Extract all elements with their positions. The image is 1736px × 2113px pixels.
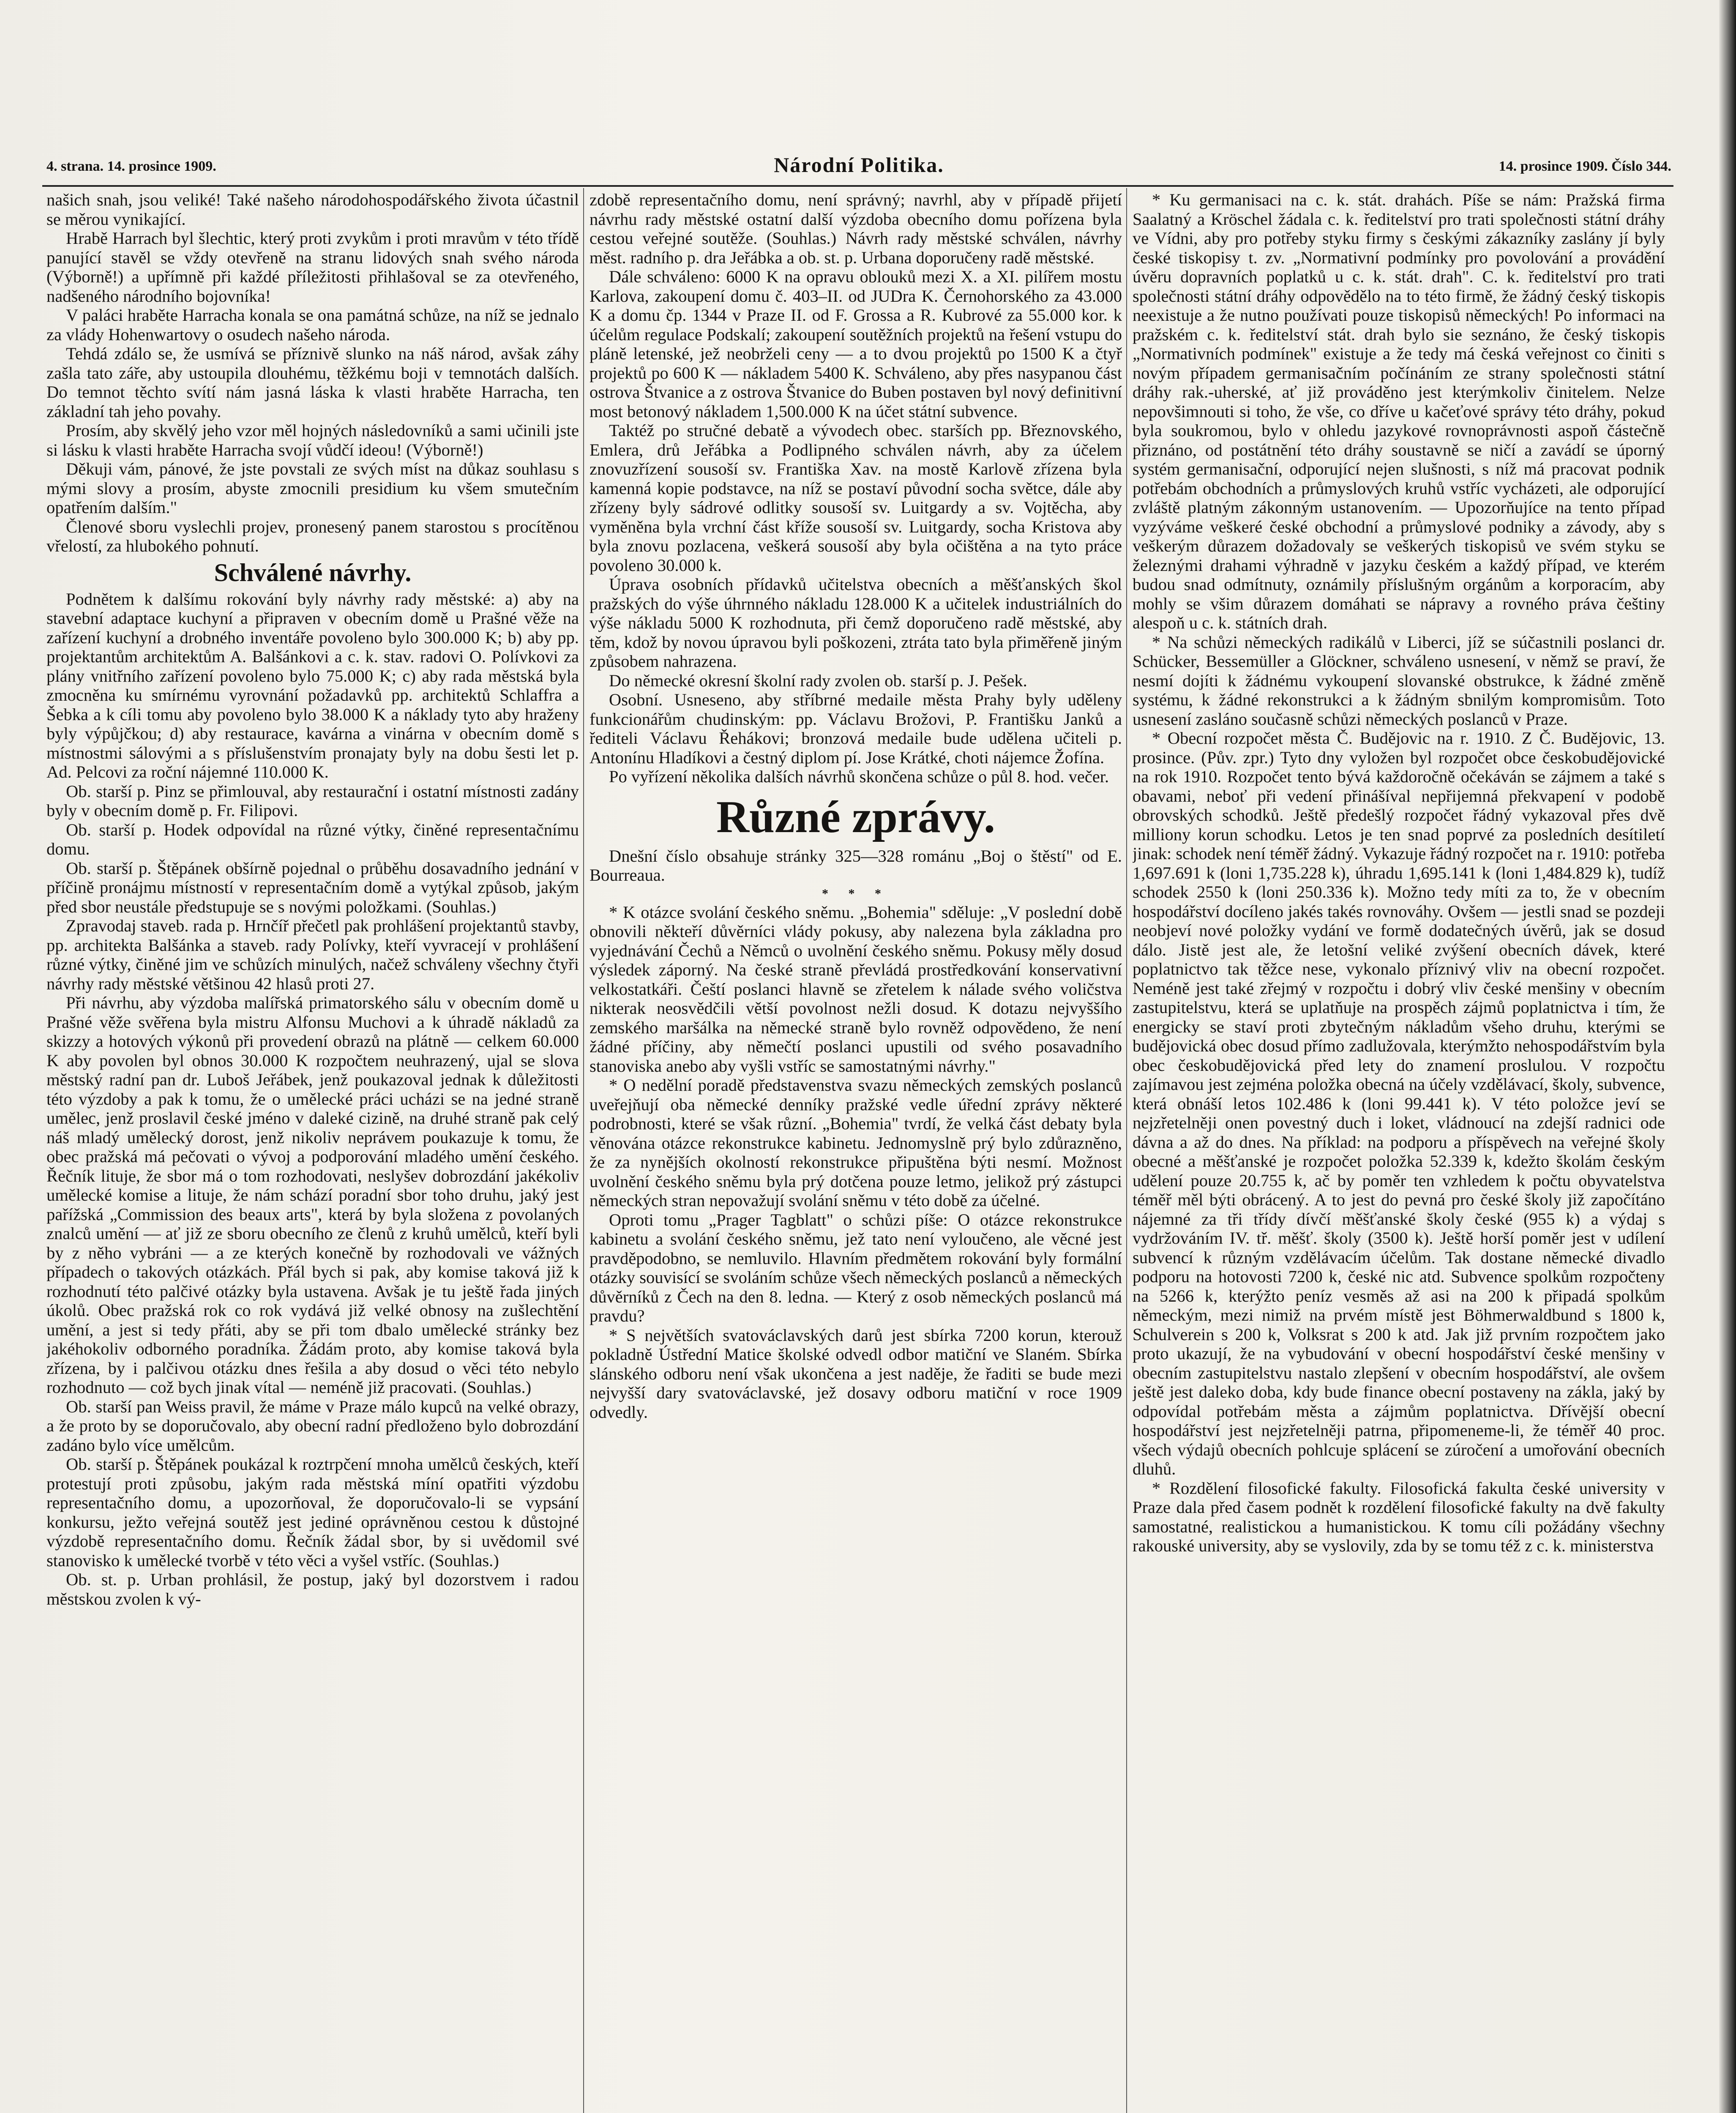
column-rule xyxy=(1126,188,1127,2113)
paragraph: Po vyřízení několika dalších návrhů skončena schůze o půl 8. hod. večer. xyxy=(609,767,1109,786)
paragraph: Hrabě Harrach byl šlechtic, který proti zvykům i proti mravům v této třídě panující stavěl se vždy otevřeně na stranu lidových snah svého národa (Výborně!) a upřímně při každé příležitosti přihlašoval se za otevřeného, nadšeného národního bojovníka! xyxy=(46,229,579,306)
page-edge-shadow xyxy=(1719,0,1736,2113)
paragraph: * Na schůzi německých radikálů v Liberci, jíž se súčastnili poslanci dr. Schücker, Bessemüller a Glöckner, schváleno usnesení, v němž se praví, že nesmí dojíti k žádnému vykoupení slovanské obstrukce, k žádné změně systému, k žádné rekonstrukci a k žádným sbnilým kompromisům. Toto usnesení zasláno současně schůzi německých poslanců v Praze. xyxy=(1133,632,1665,729)
paragraph: Osobní. Usneseno, aby stříbrné medaile města Prahy byly uděleny funkcionářům chudinským: pp. Václavu Brožovi, P. Františku Janků a řediteli Václavu Řehákovi; bronzová medaile bude udělena učiteli p. Antonínu Hladíkovi a čestný diplom pí. Jose Krátké, choti nájemce Žofína. xyxy=(590,690,1122,767)
paragraph: Oproti tomu „Prager Tagblatt" o schůzi píše: O otázce rekonstrukce kabinetu a svolání českého sněmu, jež tato není vyloučeno, ale věcné jest pravděpodobno, se nemluvilo. Hlavním předmětem rokování byly formální otázky souvisící se svoláním schůze všech německých poslanců a německých důvěrníků z Čech na den 8. ledna. — Který z osob německých poslanců má pravdu? xyxy=(590,1210,1122,1325)
page-header xyxy=(46,150,1671,188)
paragraph: Ob. st. p. Urban prohlásil, že postup, jaký byl dozorstvem i radou městskou zvolen k vý- xyxy=(46,1570,579,1608)
header-page-date: 4. strana. 14. prosince 1909. xyxy=(46,158,216,174)
column-1 xyxy=(46,190,579,2113)
column-rule xyxy=(583,188,584,2113)
header-rule xyxy=(42,185,1673,187)
paragraph: našich snah, jsou veliké! Také našeho národohospodářského života účastnil se měrou vynikající. xyxy=(46,190,579,229)
paragraph: * O nedělní poradě představenstva svazu německých zemských poslanců uveřejňují oba německé denníky pražské vedle úřední zprávy některé podrobnosti, které se však různí. „Bohemia" tvrdí, že velká část debaty byla věnována otázce rekonstrukce kabinetu. Jednomyslně prý bylo zdůrazněno, že za nynějších okolností rekonstrukce připuštěna býti nesmí. Možnost uvolnění českého sněmu byla prý dotčena pouze letmo, jelikož prý zástupci německých stran nepovažují svolání sněmu v této době za účelné. xyxy=(590,1076,1122,1210)
header-date-issue: 14. prosince 1909. Číslo 344. xyxy=(1499,158,1671,174)
section-heading: Schválené návrhy. xyxy=(214,558,412,587)
paragraph: * K otázce svolání českého sněmu. „Bohemia" sděluje: „V poslední době obnovili někteří důvěrníci vlády pokusy, aby nalezena byla základna pro vyjednávání Čechů a Němců o uvolnění českého sněmu. Pokusy měly dosud výsledek záporný. Na české straně převládá prostředkování konservativní velkostatkáři. Čeští poslanci hlavně se zřetelem k nálade svého voličstva nikterak neosvědčili větší povolnost nežli dosud. K dotazu nejvyššího zemského maršálka na německé straně bylo rovněž odpovědeno, že není žádné příčiny, aby němečtí poslanci upustili od svého posavadního stanoviska anebo aby vyšli vstříc se samostatnými návrhy." xyxy=(590,902,1122,1076)
paragraph: Taktéž po stručné debatě a vývodech obec. starších pp. Březnovského, Emlera, drů Jeřábka a Podlipného schválen návrh, aby za účelem znovuzřízení sousoší sv. Františka Xav. na mostě Karlově zřízena byla kamenná kopie podstavce, na níž se postaví původní socha světce, dále aby zřízeny byly sádrové odlitky sousoší sv. Luitgardy a sv. Vojtěcha, aby vyměněna byla vrchní část kříže sousoší sv. Luitgardy, socha Kristova aby byla znovu pozlacena, veškerá sousoší aby byla očištěna a na tyto práce povoleno 30.000 k. xyxy=(590,421,1122,575)
paragraph: Zpravodaj staveb. rada p. Hrnčíř přečetl pak prohlášení projektantů stavby, pp. architekta Balšánka a staveb. rady Polívky, kteří vyvracejí v prohlášení různé výtky, činěné jim ve schůzích minulých, načež schváleny všechny čtyři návrhy rady městské většinou 42 hlasů proti 27. xyxy=(46,916,579,993)
paragraph: Podnětem k dalšímu rokování byly návrhy rady městské: a) aby na stavební adaptace kuchyní a připraven v obecním domě u Prašné věže na zařízení kuchyní a drobného inventáře povoleno bylo 300.000 K; b) aby pp. projektantům architektům A. Balšánkovi a c. k. stav. radovi O. Polívkovi za plány vnitřního zařízení povoleno bylo 75.000 K; c) aby rada městská byla zmocněna ku smírnému vyrovnání požadavků pp. architektů Schlaffra a Šebka a k cíli tomu aby povoleno bylo 38.000 K a náklady tyto aby hraženy byly výpůjčkou; d) aby restaurace, kavárna a vinárna v obecním domě s místnostmi sálovými a s příslušenstvím pronajaty byly na dobu šesti let p. Ad. Pelcovi za roční nájemné 110.000 K. xyxy=(46,589,579,781)
paragraph: Do německé okresní školní rady zvolen ob. starší p. J. Pešek. xyxy=(609,671,1027,690)
paragraph: Děkuji vám, pánové, že jste povstali ze svých míst na důkaz souhlasu s mými slovy a prosím, abyste zmocnili presidium ku všem smutečním opatřením dalším." xyxy=(46,459,579,517)
section-heading-various-news: Různé zprávy. xyxy=(716,792,995,842)
paragraph: Ob. starší pan Weiss pravil, že máme v Praze málo kupců na velké obrazy, a že proto by se doporučovalo, aby obecní radní předloženo bylo dobrozdání zadáno bylo více umělcům. xyxy=(46,1397,579,1455)
paragraph: Prosím, aby skvělý jeho vzor měl hojných následovníků a sami učinili jste si lásku k vlasti hraběte Harracha svojí vůdčí ideou! (Výborně!) xyxy=(46,421,579,459)
paragraph: Ob. starší p. Pinz se přimlouval, aby restaurační i ostatní místnosti zadány byly v obecním domě p. Fr. Filipovi. xyxy=(46,781,579,820)
paragraph: Ob. starší p. Hodek odpovídal na různé výtky, činěné representačnímu domu. xyxy=(46,820,579,858)
paragraph: zdobě representačního domu, není správný; navrhl, aby v případě přijetí návrhu rady městské ostatní další výzdoba obecního domu pořízena byla cestou veřejné soutěže. (Souhlas.) Návrh rady městské schválen, návrhy měst. radního p. dra Jeřábka a ob. st. p. Urbana doporučeny radě městské. xyxy=(590,190,1122,267)
paragraph: Ob. starší p. Štěpánek poukázal k roztrpčení mnoha umělců českých, kteří protestují proti způsobu, jakým rada městská míní opatřiti výzdobu representačního domu, a upozorňoval, že doporučovalo-li se vypsání konkursu, ježto veřejná soutěž jest jediné oprávněnou cestou k důstojné výzdobě representačního domu. Řečník žádal sbor, by si uvědomil své stanovisko k umělecké tvorbě v této věci a vyšel vstříc. (Souhlas.) xyxy=(46,1455,579,1570)
header-newspaper-title: Národní Politika. xyxy=(774,153,944,177)
column-3 xyxy=(1133,190,1665,2113)
paragraph: Dnešní číslo obsahuje stránky 325—328 románu „Boj o štěstí" od E. Bourreaua. xyxy=(590,846,1122,885)
paragraph: Ob. starší p. Štěpánek obšírně pojednal o průběhu dosavadního jednání v příčině pronájmu místností v representačním domě a vytýkal způsob, jakým před sbor neustále předstupuje se s novými položkami. (Souhlas.) xyxy=(46,858,579,916)
paragraph: V paláci hraběte Harracha konala se ona památná schůze, na níž se jednalo za vlády Hohenwartovy o osudech našeho národa. xyxy=(46,306,579,344)
column-2 xyxy=(590,190,1122,2113)
paragraph: Při návrhu, aby výzdoba malířská primatorského sálu v obecním domě u Prašné věže svěřena byla mistru Alfonsu Muchovi a k úhradě nákladů za skizzy a hotových výkonů při provedení obrazů na plátně — celkem 60.000 K aby povolen byl obnos 30.000 K rozpočtem neuhrazený, ujal se slova městský radní pan dr. Luboš Jeřábek, jenž poukazoval jednak k důležitosti této výzdoby a pak k tomu, že o umělecké práci ucházi se na jedné straně umělec, jenž proslavil české jméno v daleké cizině, na druhé straně pak celý náš mladý umělecký dorost, jenž nikoliv neprávem poukazuje k tomu, že obec pražská má pečovati o vývoj a podporování mladého umění českého. Řečník lituje, že sbor má o tom rozhodovati, neslyšev dobrozdání jakékoliv umělecké komise a lituje, že nám schází poradní sbor toho druhu, jaký jest pařížská „Commission des beaux arts", která by byla složena z povolaných znalců umění — ať již ze sboru obecního ze členů z kruhů umělců, kteří byli by z něho vybráni — a ze kterých konečně by rozhodovali ve vážných případech o takových otázkách. Přál bych si pak, aby komise taková již k rozhodnutí této palčivé otázky byla ustavena. Avšak je tu ještě řada jiných úkolů. Obec pražská rok co rok vydává již velké obnosy na zušlechtění umění, a jest si tedy přáti, aby se při tom dbalo umělecké stránky bez jakéhokoliv odborného poradníka. Žádám proto, aby komise taková byla zřízena, by i palčivou otázku dnes řešila a aby dosud o věci této nebylo rozhodnuto — což bych jinak vítal — neméně již pracovati. (Souhlas.) xyxy=(46,993,579,1397)
paragraph: * S největších svatováclavských darů jest sbírka 7200 korun, kterouž pokladně Ústřední Matice školské odvedl odbor matiční ve Slaném. Sbírka slánského odboru není však ukončena a jest naděje, že řaditi se bude mezi nejvyšší dary svatováclavské, jež dosavy odboru matiční v roce 1909 odvedly. xyxy=(590,1325,1122,1422)
paragraph: * Obecní rozpočet města Č. Budějovic na r. 1910. Z Č. Budějovic, 13. prosince. (Pův. zpr.) Tyto dny vyložen byl rozpočet obce českobudějovické na rok 1910. Rozpočet tento bývá každoročně očekáván se zájmem a také s obavami, neboť při vedení přinášíval nepřijemná překvapení v podobě obrovských schodků. Ještě předešlý rozpočet řádný vykazoval přes dvě milliony korun schodku. Letos je ten snad poprvé za posledních desítiletí jinak: schodek není téměř žádný. Vykazuje řádný rozpočet na r. 1910: potřeba 1,697.691 k (loni 1,735.228 k), úhradu 1,695.141 k (loni 1,484.829 k), tudíž schodek 2550 k (loni 250.336 k). Možno tedy míti za to, že v obecním hospodářství docíleno jakés takés rovnováhy. Ovšem — jestli snad se pozdeji neobjeví nové položky vydání ve formě dodatečných úvěrů, jak se dosud dálo. Jistě jest ale, že letošní veliké zvýšení obecních dávek, které poplatnictvo tak těžce nese, vykonalo příznivý vliv na obecní rozpočet. Neméně jest také zřejmý v rozpočtu i dobrý vliv české menšiny v obecním zastupitelstvu, která se uplatňuje na prospěch zájmů poplatnictva i tím, že energicky se staví proti zbytečným nákladům všeho druhu, kterými se budějovická obec dosud přímo zadlužovala, kterýmžto nehospodářstvím byla obec českobudějovická před lety do znamení proslulou. V rozpočtu zajímavou jest zejména položka obecná na účely vzdělávací, školy, subvence, která obnáší letos 102.486 k (loni 99.441 k). V této položce jeví se nejzřetelněji onen povestný duch i loket, vládnoucí na zdejší radnici ode dávna a až do dnes. Na příklad: na podporu a příspěvech na veřejné školy obecné a měšťanské je rozpočet položka 52.339 k, kdežto školám českým udělení pouze 20.755 k, ač by poměr ten vzhledem k počtu obyvatelstva téměř měl býti obrácený. A to jest do pevná pro české školy již započítáno nájemné za tři třídy dívčí měšťanské školy české (955 k) a výdaj s vydržováním IV. tř. měšť. školy (3500 k). Ještě horší poměr jest v udílení subvencí k různým vzdělávacím účelům. Tak dostane německé divadlo podporu na hotovosti 7200 k, české nic atd. Subvence spolkům rozpočteny na 5266 k, kterýžto peníz vesměs až asi na 200 k připadá spolkům německým, mezi nimiž na prvém místě jest Böhmerwaldbund s 1800 k, Schulverein s 200 k, Volksrat s 200 k atd. Jak již prvním rozpočtem jako proto ukazují, že na vybudování v obecní hospodářství české menšiny v obecním zastupitelstvu nastalo zlepšení v obecním hospodářství, ale ovšem ještě jest daleko doba, kdy bude finance obecní postaveny na zákla, jaký by odpovídal potřebám města a zájmům poplatnictva. Dřívější obecní hospodářství jest nejzřetelněji patrna, připomeneme-li, že téměř 40 proc. všech výdajů obecních pohlcuje splácení se zúročení a umořování obecních dluhů. xyxy=(1133,729,1665,1478)
paragraph: Členové sboru vyslechli projev, pronesený panem starostou s procítěnou vřelostí, za hlubokého pohnutí. xyxy=(46,517,579,555)
paragraph: Tehdá zdálo se, že usmívá se příznivě slunko na náš národ, avšak záhy zašla tato záře, aby ustoupila dlouhému, těžkému boji v temnotách dalších. Do temnot těchto svítí nám jasná láska k vlasti hraběte Harracha, ten základní tah jeho povahy. xyxy=(46,344,579,421)
paragraph: Dále schváleno: 6000 K na opravu oblouků mezi X. a XI. pilířem mostu Karlova, zakoupení domu č. 403–II. od JUDra K. Černohorského za 43.000 K a domu čp. 1344 v Praze II. od F. Grossa a R. Kubrové za 55.000 kor. k účelům regulace Podskalí; zakoupení soutěžních projektů na řešení vstupu do pláně letenské, jež neobrželi ceny — a to dvou projektů po 1500 K a čtyř projektů po 600 K — nákladem 5400 K. Schváleno, aby přes nasypanou část ostrova Štvanice a z ostrova Štvanice do Buben postaven byl nový definitivní most betonový nákladem 1,500.000 K na účet státní subvence. xyxy=(590,267,1122,421)
paragraph: * Rozdělení filosofické fakulty. Filosofická fakulta české university v Praze dala před časem podnět k rozdělení filosofické fakulty na dvě fakulty samostatné, realistickou a humanistickou. K tomu cíli požádány všechny rakouské university, aby se vyslovily, zda by se tomu též z c. k. ministerstva xyxy=(1133,1478,1665,1555)
paragraph: * Ku germanisaci na c. k. stát. drahách. Píše se nám: Pražská firma Saalatný a Kröschel žádala c. k. ředitelství pro trati společnosti státní dráhy ve Vídni, aby pro potřeby styku firmy s českými zákazníky zaslány jí byly české tiskopisy t. zv. „Normativní podmínky pro povolování a provádění úvěru dopravních poplatků u c. k. stát. drah". C. k. ředitelství pro trati společnosti státní dráhy odpovědělo na to této firmě, že žádný český tiskopis neexistuje a že nutno používati pouze tiskopisů německých! Po informaci na pražském c. k. ředitelství stát. drah bylo sie seznáno, že český tiskopis „Normativních podmínek" existuje a že tedy má česká veřejnost co činiti s novým případem germanisačním počínáním ze strany společnosti státní dráhy rak.-uherské, ať již prováděno jest kterýmkoliv činitelem. Nelze nepovšimnouti si toho, že vše, co dříve u kačeťové správy této dráhy, pokud byla soukromou, bylo v ohledu jazykové rovnoprávnosti aspoň částečně přiznáno, od postátnění této dráhy soustavně se ničí a zavádí se úporný systém germanisační, odporující nejen slušnosti, s níž má pracovat podnik potřebám obchodních a průmyslových kruhů vstříc vycházeti, ale odporující zvláště platným zákonným ustanovením. — Upozorňujíce na tento případ vyzýváme veškeré české obchodní a průmyslové podniky a závody, aby s veškerým důrazem dožadovaly se veškerých tiskopisů ve svém styku se železnými drahami výhradně v jazyku českém a každý případ, ve kterém budou snad odmítnuty, oznámily příslušným orgánům a korporacím, aby mohly se všim důrazem domáhati se nápravy a rovného práva češtiny alespoň u c. k. státních drah. xyxy=(1133,190,1665,632)
paragraph: Úprava osobních přídavků učitelstva obecních a měšťanských škol pražských do výše úhrnného nákladu 128.000 K a učitelek industriálních do výše nákladu 5000 K rozhodnuta, při čemž doporučeno radě městské, aby těm, kdož by novou úpravou byli poškozeni, ztráta tato byla přiměřeně jiným způsobem nahrazena. xyxy=(590,575,1122,671)
separator-asterisks: * * * xyxy=(822,886,890,901)
